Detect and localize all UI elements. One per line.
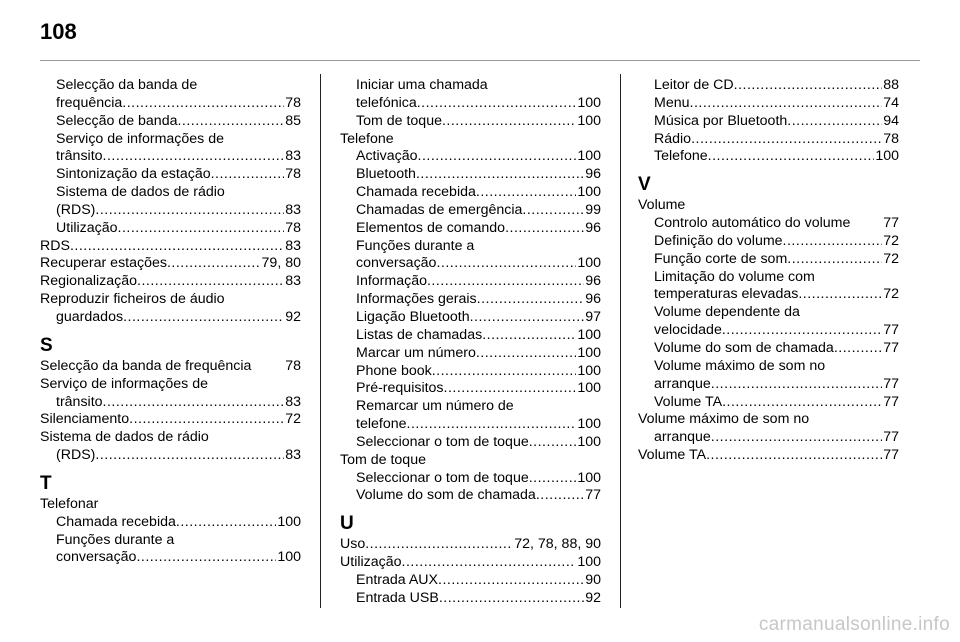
index-entry [40,514,301,532]
index-entry-text: Phone book [356,362,432,379]
index-entry-text: Música por Bluetooth [654,112,788,129]
index-entry [40,358,301,376]
index-entry-text: (RDS) [56,201,96,218]
index-entry [40,411,301,429]
index-entry-text: arranque [654,429,711,446]
page-reference: 83 [285,237,301,254]
page-reference: 96 [585,219,601,236]
index-entry-text: Sistema de dados de rádio [40,429,209,446]
index-entry-text: Volume TA [638,447,707,464]
index-entry [40,113,301,131]
index-entry-text: Menu [654,94,690,111]
page-reference: 92 [585,589,601,606]
index-entry [40,255,301,273]
index-entry-text: Seleccionar o tom de toque [356,433,529,450]
index-entry [340,363,601,381]
index-entry-text: Utilização [340,554,402,571]
leader-dots [176,514,276,532]
leader-dots [708,148,875,166]
index-entry-text: telefone [356,416,407,433]
index-entry [40,394,301,412]
index-entry-text: Controlo automático do volume [654,215,851,232]
column-divider [620,74,621,608]
leader-dots [783,233,883,251]
index-entry-text: Limitação do volume com [654,268,815,285]
leader-dots [438,572,584,590]
index-entry-text: Leitor de CD [654,77,734,93]
leader-dots [123,309,284,327]
leader-dots [432,363,577,381]
index-entry-text: trânsito [56,393,103,410]
index-entry-text: (RDS) [56,447,96,464]
page-reference: 77 [585,487,601,504]
index-entry-text: Serviço de informações de [56,130,224,147]
leader-dots [177,113,284,131]
leader-dots [711,429,882,447]
header-rule [40,60,920,61]
page-reference: 77 [883,215,899,232]
page-reference: 100 [577,362,601,379]
index-entry [638,322,899,340]
leader-dots [482,327,576,345]
page-reference: 78 [285,357,301,374]
index-entry-text: Volume máximo de som no [654,357,826,374]
index-entry [638,394,899,412]
leader-dots [722,394,882,412]
leader-dots [365,536,513,554]
page-reference: 100 [577,416,601,433]
index-entry-text: Seleccionar o tom de toque [356,469,529,486]
index-entry-text: frequência [56,94,123,111]
leader-dots [706,447,882,465]
index-entry [340,255,601,273]
index-entry [40,238,301,256]
index-entry-text: Volume máximo de som no [638,411,810,428]
index-entry [340,416,601,434]
leader-dots [442,113,576,131]
page-reference: 99 [585,201,601,218]
index-entry-text: Marcar um número [356,344,476,361]
index-entry-text: Telefone [654,148,708,165]
index-entry-text: conversação [56,549,137,566]
index-entry [638,340,899,358]
index-entry-text: Reproduzir ficheiros de áudio [40,291,225,308]
page-reference: 72 [883,250,899,267]
index-entry-text: Entrada AUX [356,571,439,588]
index-entry [340,487,601,505]
leader-dots [476,345,576,363]
index-entry-text: Volume TA [654,393,723,410]
page-reference: 83 [285,148,301,165]
index-entry [340,536,601,554]
page-reference: 100 [875,148,899,165]
index-entry-text: Sistema de dados de rádio [56,184,225,201]
page-reference: 90 [585,571,601,588]
page-reference: 78 [883,130,899,147]
index-entry [340,590,601,608]
index-entry [340,273,601,291]
page-reference: 78 [285,219,301,236]
index-heading: Volume [638,197,686,214]
index-entry-text: Silenciamento [40,411,130,428]
page-reference: 100 [277,549,301,566]
index-entry-text: Remarcar um número de [356,398,514,415]
index-entry [340,345,601,363]
index-entry-text: Funções durante a [356,237,475,254]
page-reference: 74 [883,94,899,111]
page-reference: 85 [285,112,301,129]
index-entry [638,429,899,447]
leader-dots [118,220,285,238]
index-heading: Telefone [340,130,394,147]
leader-dots [122,95,284,113]
leader-dots [436,255,576,273]
leader-dots [477,291,585,309]
page-reference: 72, 78, 88, 90 [514,536,601,553]
page-reference: 100 [577,255,601,272]
index-entry-text: Bluetooth [356,166,416,183]
index-entry-text: conversação [356,255,437,272]
page-reference: 100 [577,433,601,450]
index-entry-text: Volume do som de chamada [356,487,536,504]
index-entry [40,447,301,465]
section-letter: T [40,472,52,494]
page-reference: 79, 80 [261,255,301,272]
leader-dots [536,487,584,505]
page-reference: 77 [883,429,899,446]
page-reference: 83 [285,393,301,410]
leader-dots [798,286,882,304]
page-reference: 100 [577,326,601,343]
section-letter: V [638,174,651,196]
page-reference: 100 [577,344,601,361]
column-divider [320,74,321,608]
index-entry [340,148,601,166]
index-entry [40,95,301,113]
page-reference: 88 [883,77,899,93]
page-reference: 100 [577,469,601,486]
leader-dots [691,131,882,149]
index-entry [340,291,601,309]
leader-dots [402,554,577,572]
index-entry [638,77,899,95]
index-entry [638,131,899,149]
index-entry-text: Selecção de banda [56,112,178,129]
leader-dots [787,251,882,269]
leader-dots [470,309,585,327]
index-entry [40,273,301,291]
page-reference: 77 [883,322,899,339]
index-entry [340,470,601,488]
index-entry [638,251,899,269]
leader-dots [787,113,882,131]
index-entry [340,166,601,184]
page-reference: 92 [285,308,301,325]
index-entry-text: Activação [356,148,418,165]
index-entry-text: Função corte de som [654,250,788,267]
page-reference: 94 [883,112,899,129]
index-entry [638,148,899,166]
page-reference: 96 [585,166,601,183]
page-reference: 97 [585,308,601,325]
page-reference: 72 [883,232,899,249]
leader-dots [167,255,261,273]
index-entry [340,220,601,238]
index-entry-text: temperaturas elevadas [654,286,799,303]
index-entry-text: Tom de toque [356,112,442,129]
leader-dots [522,202,584,220]
index-entry [638,95,899,113]
leader-dots [136,549,276,567]
index-entry-text: Volume dependente da [654,304,800,321]
index-entry [340,95,601,113]
leader-dots [529,434,577,452]
leader-dots [417,95,577,113]
index-entry-text: Entrada USB [356,589,439,606]
index-entry [40,549,301,567]
leader-dots [834,340,882,358]
leader-dots [690,95,883,113]
index-entry-text: Funções durante a [56,531,175,548]
index-entry [340,434,601,452]
watermark: carmanualsonline.info [758,614,950,635]
index-entry-text: Regionalização [40,273,138,290]
index-entry-text: telefónica [356,94,417,111]
page-reference: 100 [577,94,601,111]
page-reference: 96 [585,291,601,308]
index-entry-text: guardados [56,308,124,325]
index-entry [40,220,301,238]
index-entry [340,554,601,572]
index-column-3 [638,77,899,465]
page-reference: 77 [883,393,899,410]
page-reference: 72 [883,286,899,303]
index-entry [40,309,301,327]
index-entry [340,202,601,220]
index-entry-text: Chamadas de emergência [356,201,523,218]
index-entry [638,233,899,251]
index-entry [40,202,301,220]
index-entry-text: Informações gerais [356,291,477,308]
page-reference: 83 [285,273,301,290]
index-entry-text: trânsito [56,148,103,165]
page-reference: 100 [577,112,601,129]
page-reference: 77 [883,375,899,392]
index-entry-text: Selecção da banda de [56,77,198,93]
index-entry [340,184,601,202]
index-entry-text: Serviço de informações de [40,375,208,392]
leader-dots [444,380,577,398]
index-entry-text: Rádio [654,130,692,147]
index-entry [638,447,899,465]
index-entry-text: velocidade [654,322,722,339]
index-entry-text: Recuperar estações [40,255,167,272]
leader-dots [711,376,882,394]
page-reference: 100 [577,554,601,571]
index-entry [40,148,301,166]
page-reference: 96 [585,273,601,290]
index-entry-text: Listas de chamadas [356,326,483,343]
index-entry [40,166,301,184]
leader-dots [129,411,284,429]
page-reference: 100 [277,513,301,530]
index-entry [340,572,601,590]
leader-dots [418,148,577,166]
page-reference: 77 [883,339,899,356]
index-entry-text: Utilização [56,219,118,236]
leader-dots [734,77,883,95]
index-entry-text: Chamada recebida [356,184,476,201]
index-entry-text: Uso [340,536,366,553]
index-column-2 [340,77,601,608]
leader-dots [505,220,584,238]
leader-dots [211,166,285,184]
page-reference: 78 [285,166,301,183]
leader-dots [722,322,882,340]
leader-dots [439,590,584,608]
index-entry [638,286,899,304]
page-reference: 78 [285,94,301,111]
leader-dots [70,238,284,256]
index-entry [638,215,899,233]
index-column-1 [40,77,301,567]
index-entry-text: Volume do som de chamada [654,339,834,356]
leader-dots [427,273,584,291]
index-entry-text: Chamada recebida [56,513,176,530]
index-heading: Telefonar [40,495,99,512]
index-entry [638,113,899,131]
index-entry-text: Selecção da banda de frequência [40,357,252,374]
page-reference: 83 [285,447,301,464]
index-entry-text: Sintonização da estação [56,166,211,183]
leader-dots [407,416,577,434]
index-entry [340,327,601,345]
index-entry-text: Ligação Bluetooth [356,308,470,325]
page-reference: 77 [883,447,899,464]
index-entry-text: Pré-requisitos [356,380,444,397]
index-entry-text: Definição do volume [654,232,783,249]
leader-dots [95,202,284,220]
page-reference: 100 [577,184,601,201]
leader-dots [103,394,285,412]
section-letter: U [340,513,354,535]
index-entry-text: Iniciar uma chamada [356,77,488,93]
index-entry-text: arranque [654,375,711,392]
index-entry [340,309,601,327]
leader-dots [416,166,584,184]
index-heading: Tom de toque [340,451,426,468]
page-reference: 100 [577,148,601,165]
page-reference: 83 [285,201,301,218]
page-reference: 72 [285,411,301,428]
leader-dots [137,273,284,291]
section-letter: S [40,334,53,356]
leader-dots [476,184,576,202]
page-number: 108 [40,19,77,44]
index-entry [638,376,899,394]
index-entry-text: RDS [40,237,70,254]
index-entry [340,380,601,398]
index-entry-text: Informação [356,273,427,290]
leader-dots [529,470,577,488]
page-reference: 100 [577,380,601,397]
leader-dots [103,148,285,166]
leader-dots [95,447,284,465]
index-entry [340,113,601,131]
index-entry-text: Elementos de comando [356,219,506,236]
